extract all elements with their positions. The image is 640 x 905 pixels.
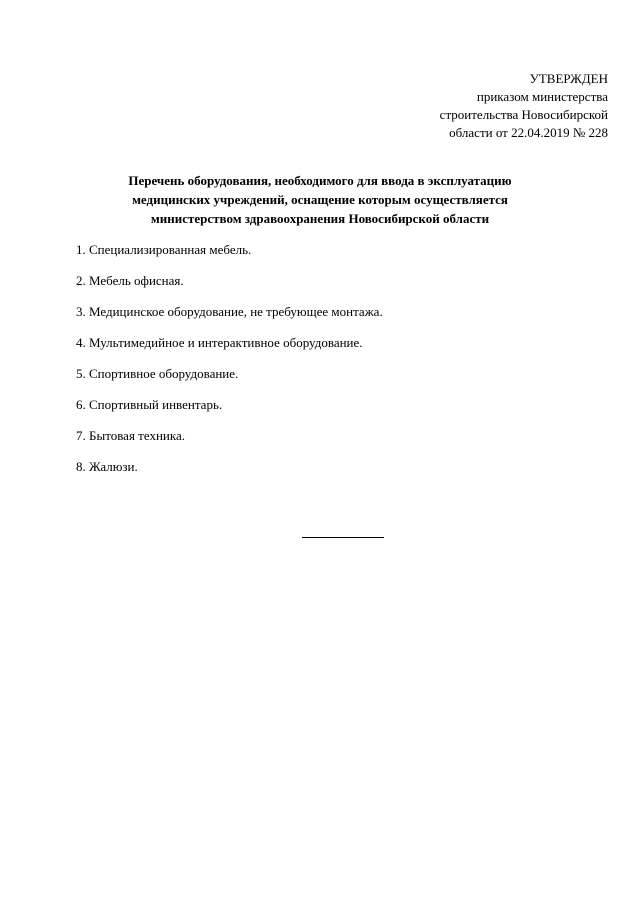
title-line-2: медицинских учреждений, оснащение которым осуществляется [132,192,508,207]
list-item: 5. Спортивное оборудование. [76,366,239,381]
equipment-list [76,241,383,489]
document-title [80,171,560,228]
title-line-3: министерством здравоохранения Новосибирской области [150,211,490,226]
approval-heading: УТВЕРЖДЕН [529,71,608,86]
approval-date-line: области от 22.04.2019 № 228 [449,125,608,140]
list-item: 2. Мебель офисная. [76,273,184,288]
list-item: 1. Специализированная мебель. [76,242,252,257]
list-item: 7. Бытовая техника. [76,428,186,443]
end-divider [302,537,384,538]
title-line-1: Перечень оборудования, необходимого для ввода в эксплуатацию [128,173,512,188]
list-item: 6. Спортивный инвентарь. [76,397,223,412]
list-item: 8. Жалюзи. [76,459,138,474]
approval-stamp [440,70,608,142]
approval-ministry-line: строительства Новосибирской [439,107,608,122]
list-item: 3. Медицинское оборудование, не требующее монтажа. [76,304,383,319]
approval-order-line: приказом министерства [476,89,608,104]
list-item: 4. Мультимедийное и интерактивное оборудование. [76,335,363,350]
